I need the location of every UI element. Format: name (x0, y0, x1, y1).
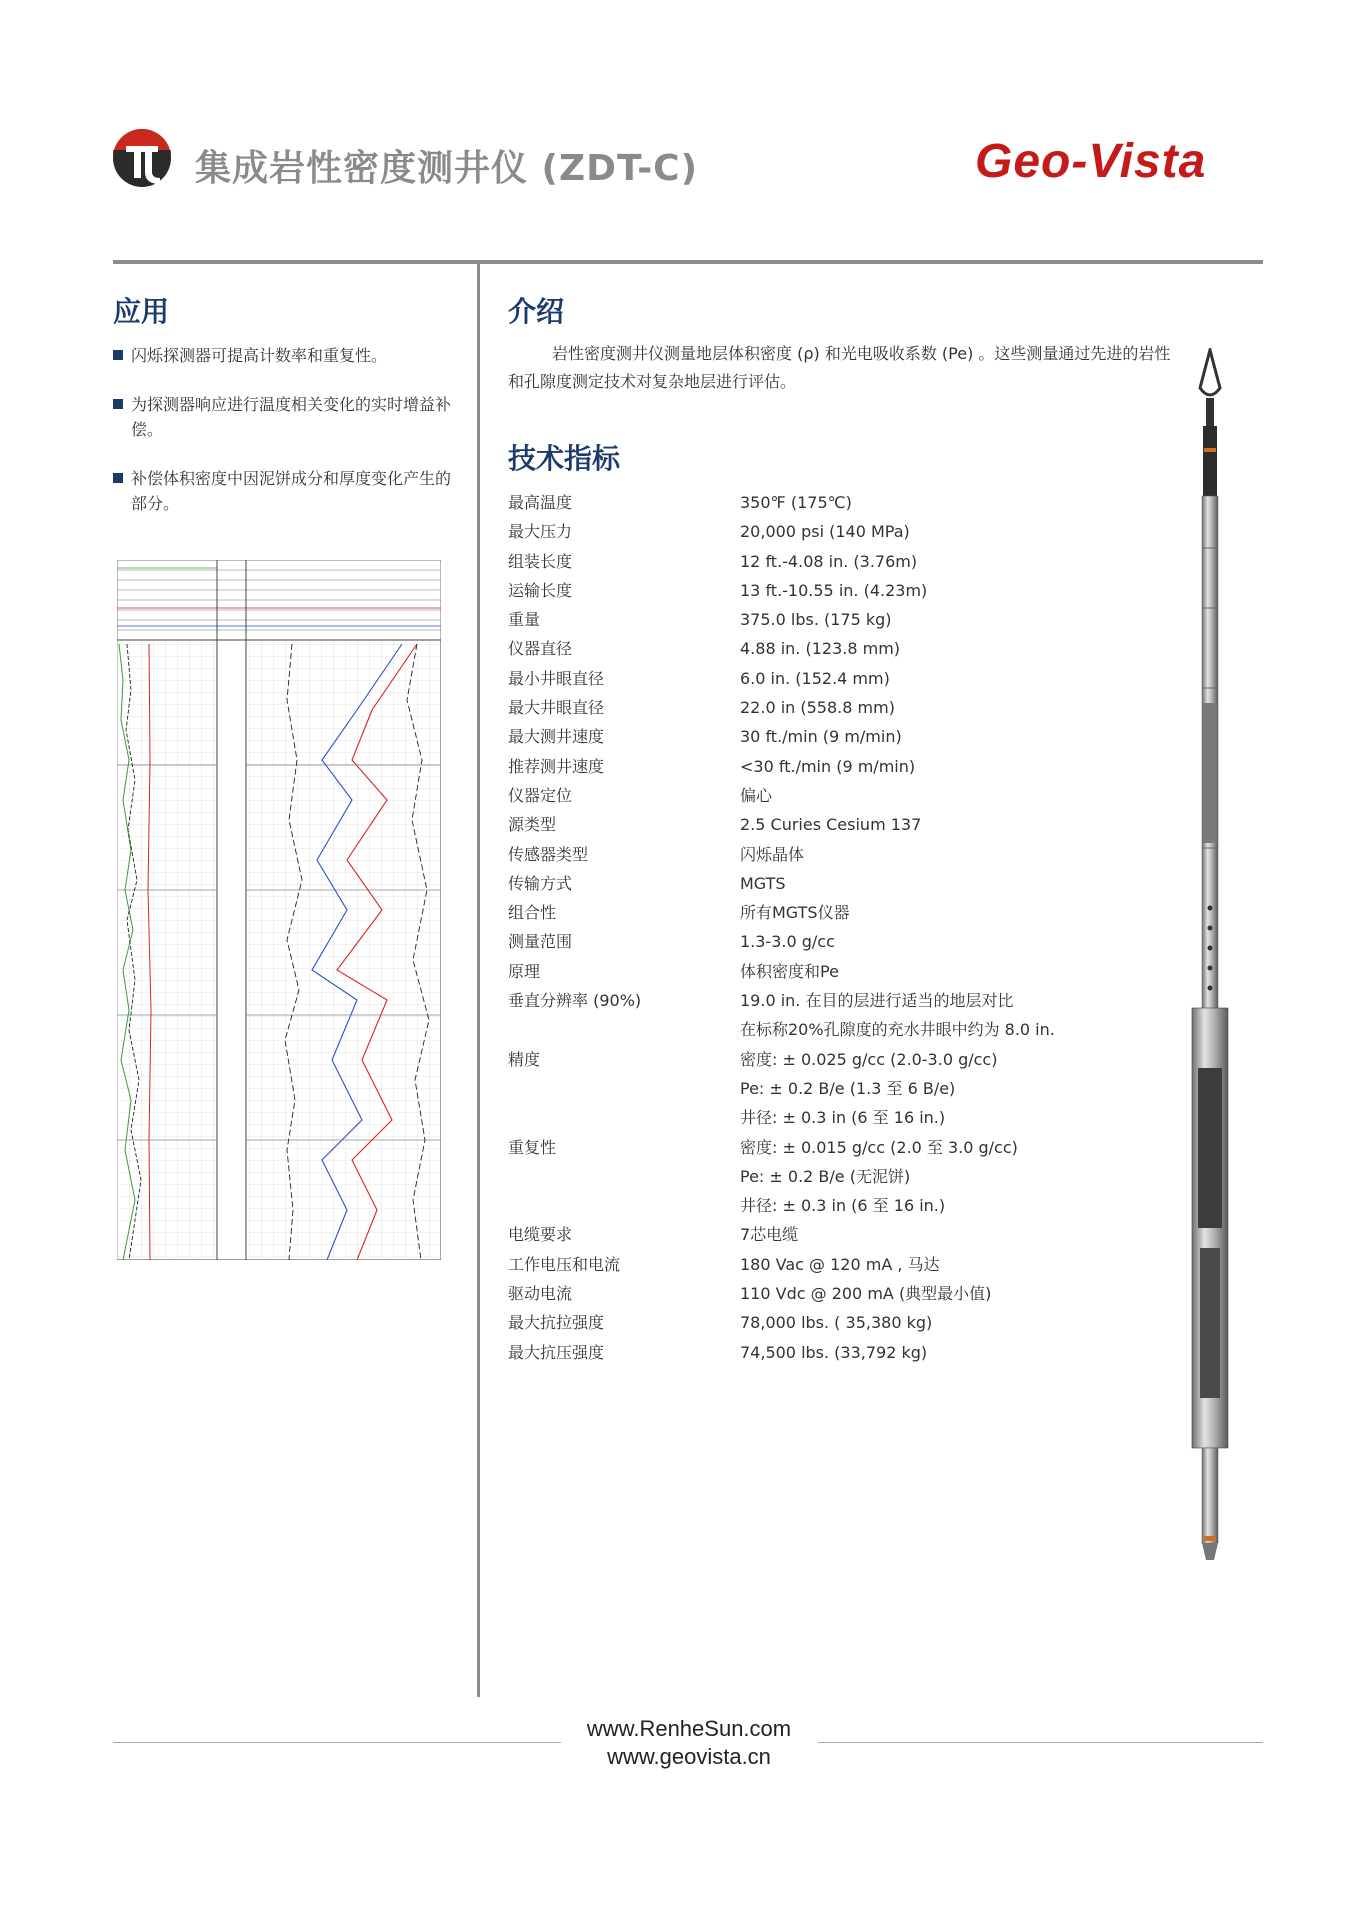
spec-value: 所有MGTS仪器 (740, 903, 850, 923)
spec-label: 最大井眼直径 (508, 698, 605, 718)
spec-row (508, 752, 1168, 781)
spec-row (508, 927, 1168, 956)
spec-row (508, 605, 1168, 634)
spec-label: 最大抗拉强度 (508, 1313, 605, 1333)
page-title: 集成岩性密度测井仪 (ZDT-C) (195, 148, 699, 189)
spec-label: 最高温度 (508, 493, 573, 512)
spec-row (508, 1162, 1168, 1191)
spec-value: 密度: ± 0.015 g/cc (2.0 至 3.0 g/cc) (740, 1137, 1018, 1157)
spec-value: 13 ft.-10.55 in. (4.23m) (740, 580, 928, 600)
spec-value: 19.0 in. 在目的层进行适当的地层对比 (740, 991, 1014, 1011)
spec-value: 井径: ± 0.3 in (6 至 16 in.) (740, 1196, 946, 1216)
spec-value: 74,500 lbs. (33,792 kg) (740, 1342, 928, 1362)
bullet-square-icon (113, 350, 123, 360)
spec-label: 运输长度 (508, 580, 573, 600)
spec-value: 350℉ (175℃) (740, 493, 852, 512)
company-logo-icon (112, 128, 172, 188)
spec-row (508, 1220, 1168, 1249)
spec-row (508, 722, 1168, 751)
spec-row (508, 1338, 1168, 1367)
spec-label: 原理 (508, 961, 541, 981)
spec-row (508, 693, 1168, 722)
spec-row (508, 1279, 1168, 1308)
spec-label: 重复性 (508, 1137, 557, 1157)
spec-value: 20,000 psi (140 MPa) (740, 522, 910, 542)
spec-label: 组装长度 (508, 551, 573, 571)
spec-row (508, 898, 1168, 927)
spec-value: Pe: ± 0.2 B/e (1.3 至 6 B/e) (740, 1078, 956, 1098)
spec-row (508, 869, 1168, 898)
spec-value: 6.0 in. (152.4 mm) (740, 668, 890, 688)
spec-label: 仪器直径 (508, 639, 573, 659)
spec-row (508, 634, 1168, 663)
spec-value: 22.0 in (558.8 mm) (740, 698, 895, 718)
spec-row (508, 840, 1168, 869)
bullet-square-icon (113, 399, 123, 409)
spec-value: 2.5 Curies Cesium 137 (740, 815, 922, 835)
spec-value: Pe: ± 0.2 B/e (无泥饼) (740, 1166, 911, 1186)
spec-value: 井径: ± 0.3 in (6 至 16 in.) (740, 1108, 946, 1128)
spec-value: 375.0 lbs. (175 kg) (740, 610, 892, 630)
spec-label: 工作电压和电流 (508, 1254, 621, 1274)
spec-label: 最大抗压强度 (508, 1342, 605, 1362)
application-text: 补偿体积密度中因泥饼成分和厚度变化产生的部分。 (131, 469, 452, 513)
column-divider (477, 262, 480, 1697)
spec-row (508, 1074, 1168, 1103)
spec-row (508, 1045, 1168, 1074)
spec-label: 传感器类型 (508, 844, 589, 864)
spec-row (508, 1250, 1168, 1279)
application-item (113, 466, 453, 516)
footer-rule-right (818, 1742, 1263, 1743)
application-item (113, 343, 453, 368)
spec-row (508, 664, 1168, 693)
spec-value: 78,000 lbs. ( 35,380 kg) (740, 1313, 933, 1333)
spec-value: 1.3-3.0 g/cc (740, 932, 835, 952)
spec-row (508, 1015, 1168, 1044)
spec-label: 最小井眼直径 (508, 668, 605, 688)
spec-value: 110 Vdc @ 200 mA (典型最小值) (740, 1284, 992, 1304)
spec-row (508, 1308, 1168, 1337)
well-log-figure (117, 560, 441, 1260)
spec-row (508, 576, 1168, 605)
spec-value: 4.88 in. (123.8 mm) (740, 639, 901, 659)
application-text: 为探测器响应进行温度相关变化的实时增益补偿。 (131, 395, 452, 439)
bullet-square-icon (113, 473, 123, 483)
spec-row (508, 1133, 1168, 1162)
header-divider (113, 260, 1263, 264)
spec-value: 7芯电缆 (740, 1225, 799, 1245)
spec-label: 仪器定位 (508, 785, 573, 805)
spec-label: 组合性 (508, 903, 557, 923)
footer-url-geovista[interactable]: www.geovista.cn (607, 1744, 771, 1769)
spec-label: 测量范围 (508, 932, 573, 952)
spec-row (508, 1103, 1168, 1132)
spec-row (508, 1191, 1168, 1220)
spec-value: 30 ft./min (9 m/min) (740, 727, 902, 747)
spec-value: <30 ft./min (9 m/min) (740, 756, 916, 776)
specs-table (508, 488, 1168, 1367)
spec-value: MGTS (740, 873, 786, 893)
intro-paragraph: 岩性密度测井仪测量地层体积密度 (ρ) 和光电吸收系数 (Pe) 。这些测量通过先进的岩性和孔隙度测定技术对复杂地层进行评估。 (508, 344, 1171, 391)
spec-value: 闪烁晶体 (740, 844, 805, 864)
spec-value: 12 ft.-4.08 in. (3.76m) (740, 551, 918, 571)
spec-label: 最大测井速度 (508, 727, 605, 747)
spec-value: 偏心 (740, 785, 773, 805)
spec-row (508, 547, 1168, 576)
spec-label: 传输方式 (508, 873, 573, 893)
spec-row (508, 517, 1168, 546)
spec-label: 最大压力 (508, 522, 573, 542)
spec-label: 垂直分辨率 (90%) (508, 991, 642, 1011)
spec-label: 精度 (508, 1049, 541, 1069)
brand-logo: Geo-Vista (975, 135, 1207, 188)
spec-label: 源类型 (508, 815, 557, 835)
spec-label: 重量 (508, 610, 541, 630)
spec-value: 在标称20%孔隙度的充水井眼中约为 8.0 in. (740, 1020, 1055, 1040)
footer-url-renhesun[interactable]: www.RenheSun.com (586, 1716, 792, 1741)
spec-row (508, 781, 1168, 810)
spec-row (508, 986, 1168, 1015)
spec-value: 密度: ± 0.025 g/cc (2.0-3.0 g/cc) (740, 1049, 998, 1069)
spec-label: 驱动电流 (508, 1284, 573, 1304)
specs-heading: 技术指标 (508, 442, 621, 475)
spec-value: 体积密度和Pe (740, 961, 839, 981)
spec-row (508, 488, 1168, 517)
application-item (113, 392, 453, 442)
spec-label: 电缆要求 (508, 1225, 573, 1245)
footer-rule-left (113, 1742, 561, 1743)
logging-tool-picture (1188, 348, 1232, 1563)
spec-value: 180 Vac @ 120 mA , 马达 (740, 1254, 940, 1274)
spec-row (508, 957, 1168, 986)
applications-heading: 应用 (113, 295, 170, 328)
intro-heading: 介绍 (508, 295, 565, 328)
spec-row (508, 810, 1168, 839)
spec-label: 推荐测井速度 (508, 756, 605, 776)
application-text: 闪烁探测器可提高计数率和重复性。 (131, 346, 388, 365)
